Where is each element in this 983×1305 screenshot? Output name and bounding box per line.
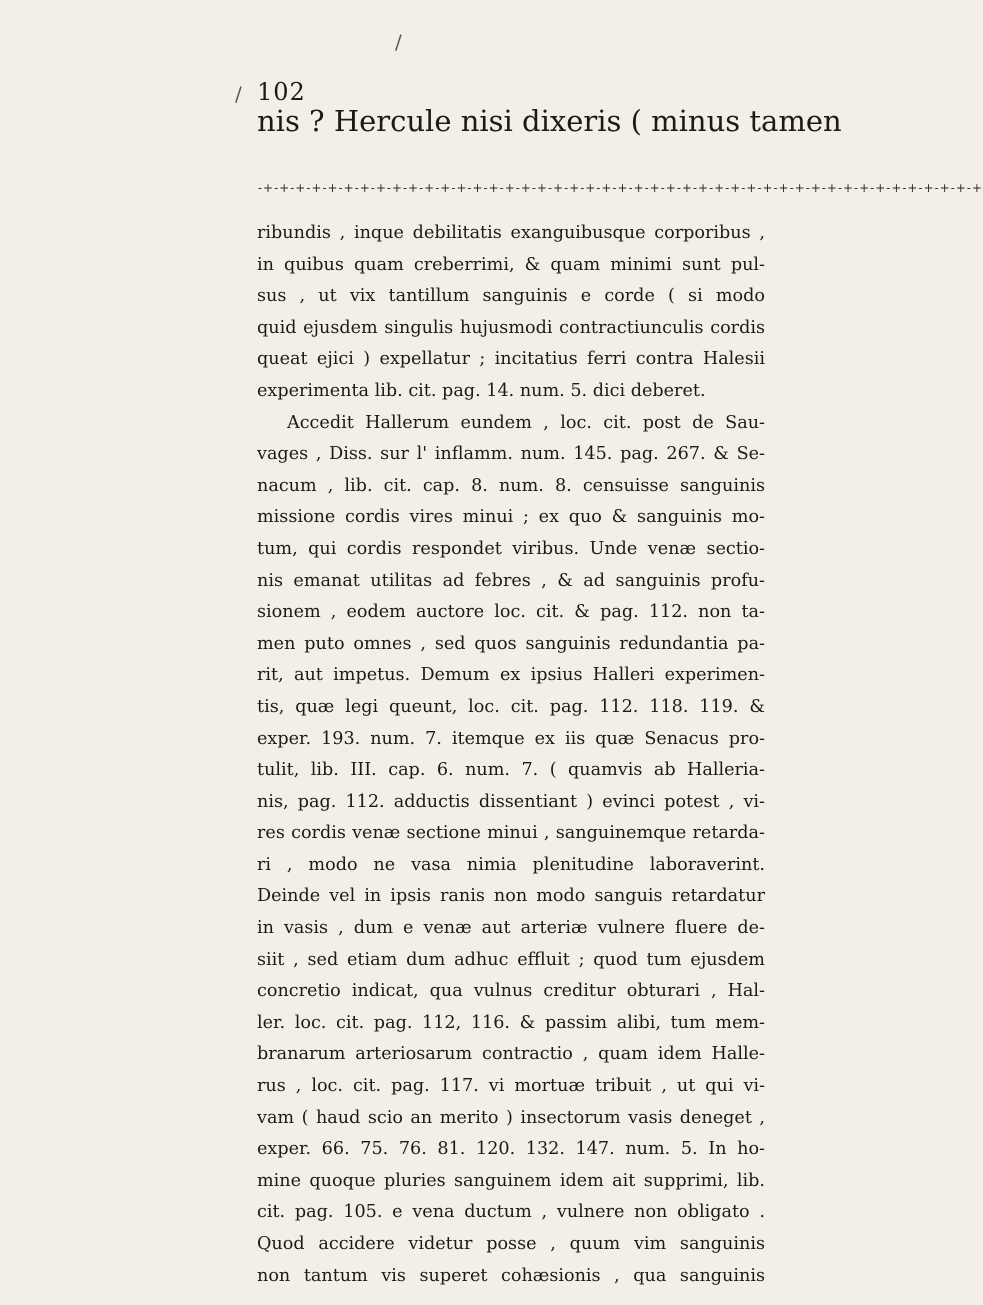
text-line: nacum , lib. cit. cap. 8. num. 8. censuisse sanguinis — [257, 475, 765, 496]
text-line: non tantum vis superet cohæsionis , qua sanguinis — [257, 1265, 765, 1286]
text-line: branarum arteriosarum contractio , quam idem Halle- — [257, 1044, 765, 1065]
text-line: vages , Diss. sur l' inflamm. num. 145. pag. 267. & Se- — [257, 444, 765, 465]
text-line: men puto omnes , sed quos sanguinis redundantia pa- — [257, 633, 765, 654]
body-text — [257, 218, 765, 1292]
margin-slash-left: / — [235, 82, 242, 106]
text-line: nis emanat utilitas ad febres , & ad sanguinis profu- — [257, 570, 765, 591]
margin-slash-top: / — [395, 30, 402, 54]
text-line: sus , ut vix tantillum sanguinis e corde ( si modo — [257, 286, 765, 307]
text-line: tum, qui cordis respondet viribus. Unde venæ sectio- — [257, 538, 765, 559]
page-number: 102 — [257, 78, 306, 106]
text-line: Deinde vel in ipsis ranis non modo sanguis retardatur — [257, 886, 765, 907]
text-line: rus , loc. cit. pag. 117. vi mortuæ tribuit , ut qui vi- — [257, 1076, 765, 1097]
text-line: experimenta lib. cit. pag. 14. num. 5. dici deberet. — [257, 380, 706, 401]
text-line: quid ejusdem singulis hujusmodi contractiunculis cordis — [257, 317, 765, 338]
text-line: Accedit Hallerum eundem , loc. cit. post de Sau- — [287, 412, 765, 433]
text-line: exper. 66. 75. 76. 81. 120. 132. 147. num. 5. In ho- — [257, 1139, 765, 1160]
text-line: sionem , eodem auctore loc. cit. & pag. 112. non ta- — [257, 602, 765, 623]
text-line: exper. 193. num. 7. itemque ex iis quæ Senacus pro- — [257, 728, 765, 749]
text-line: in vasis , dum e venæ aut arteriæ vulnere fluere de- — [257, 918, 765, 939]
text-line: cit. pag. 105. e vena ductum , vulnere non obligato . — [257, 1202, 765, 1223]
text-line: res cordis venæ sectione minui , sanguinemque retarda- — [257, 823, 765, 844]
text-line: vam ( haud scio an merito ) insectorum vasis deneget , — [257, 1107, 765, 1128]
text-line: nis, pag. 112. adductis dissentiant ) evinci potest , vi- — [257, 791, 765, 812]
text-line: in quibus quam creberrimi, & quam minimi sunt pul- — [257, 254, 765, 275]
text-line: Quod accidere videtur posse , quum vim sanguinis — [257, 1234, 765, 1254]
text-line: tis, quæ legi queunt, loc. cit. pag. 112. 118. 119. & — [257, 696, 765, 717]
text-line: tulit, lib. III. cap. 6. num. 7. ( quamvis ab Halleria- — [257, 760, 765, 781]
text-line: queat ejici ) expellatur ; incitatius ferri contra Halesii — [257, 349, 765, 370]
text-line: missione cordis vires minui ; ex quo & sanguinis mo- — [257, 507, 765, 528]
text-line: concretio indicat, qua vulnus creditur obturari , Hal- — [257, 981, 765, 1002]
text-line: ri , modo ne vasa nimia plenitudine laboraverint. — [257, 854, 765, 875]
text-line: mine quoque pluries sanguinem idem ait supprimi, lib. — [257, 1170, 765, 1191]
text-line: rit, aut impetus. Demum ex ipsius Halleri experimen- — [257, 665, 765, 686]
text-line: ribundis , inque debilitatis exanguibusque corporibus , — [257, 223, 765, 243]
text-line: siit , sed etiam dum adhuc effluit ; quod tum ejusdem — [257, 949, 765, 970]
text-line: ler. loc. cit. pag. 112, 116. & passim alibi, tum mem- — [257, 1012, 765, 1033]
ornament-rule: -+-+-+-+-+-+-+-+-+-+-+-+-+-+-+-+-+-+-+-+-+-+-+-+-+-+-+-+-+-+-+-+-+-+-+-+-+-+-+-+-+-+-+-+-+ — [258, 181, 983, 195]
running-header: nis ? Hercule nisi dixeris ( minus tamen — [257, 104, 842, 138]
